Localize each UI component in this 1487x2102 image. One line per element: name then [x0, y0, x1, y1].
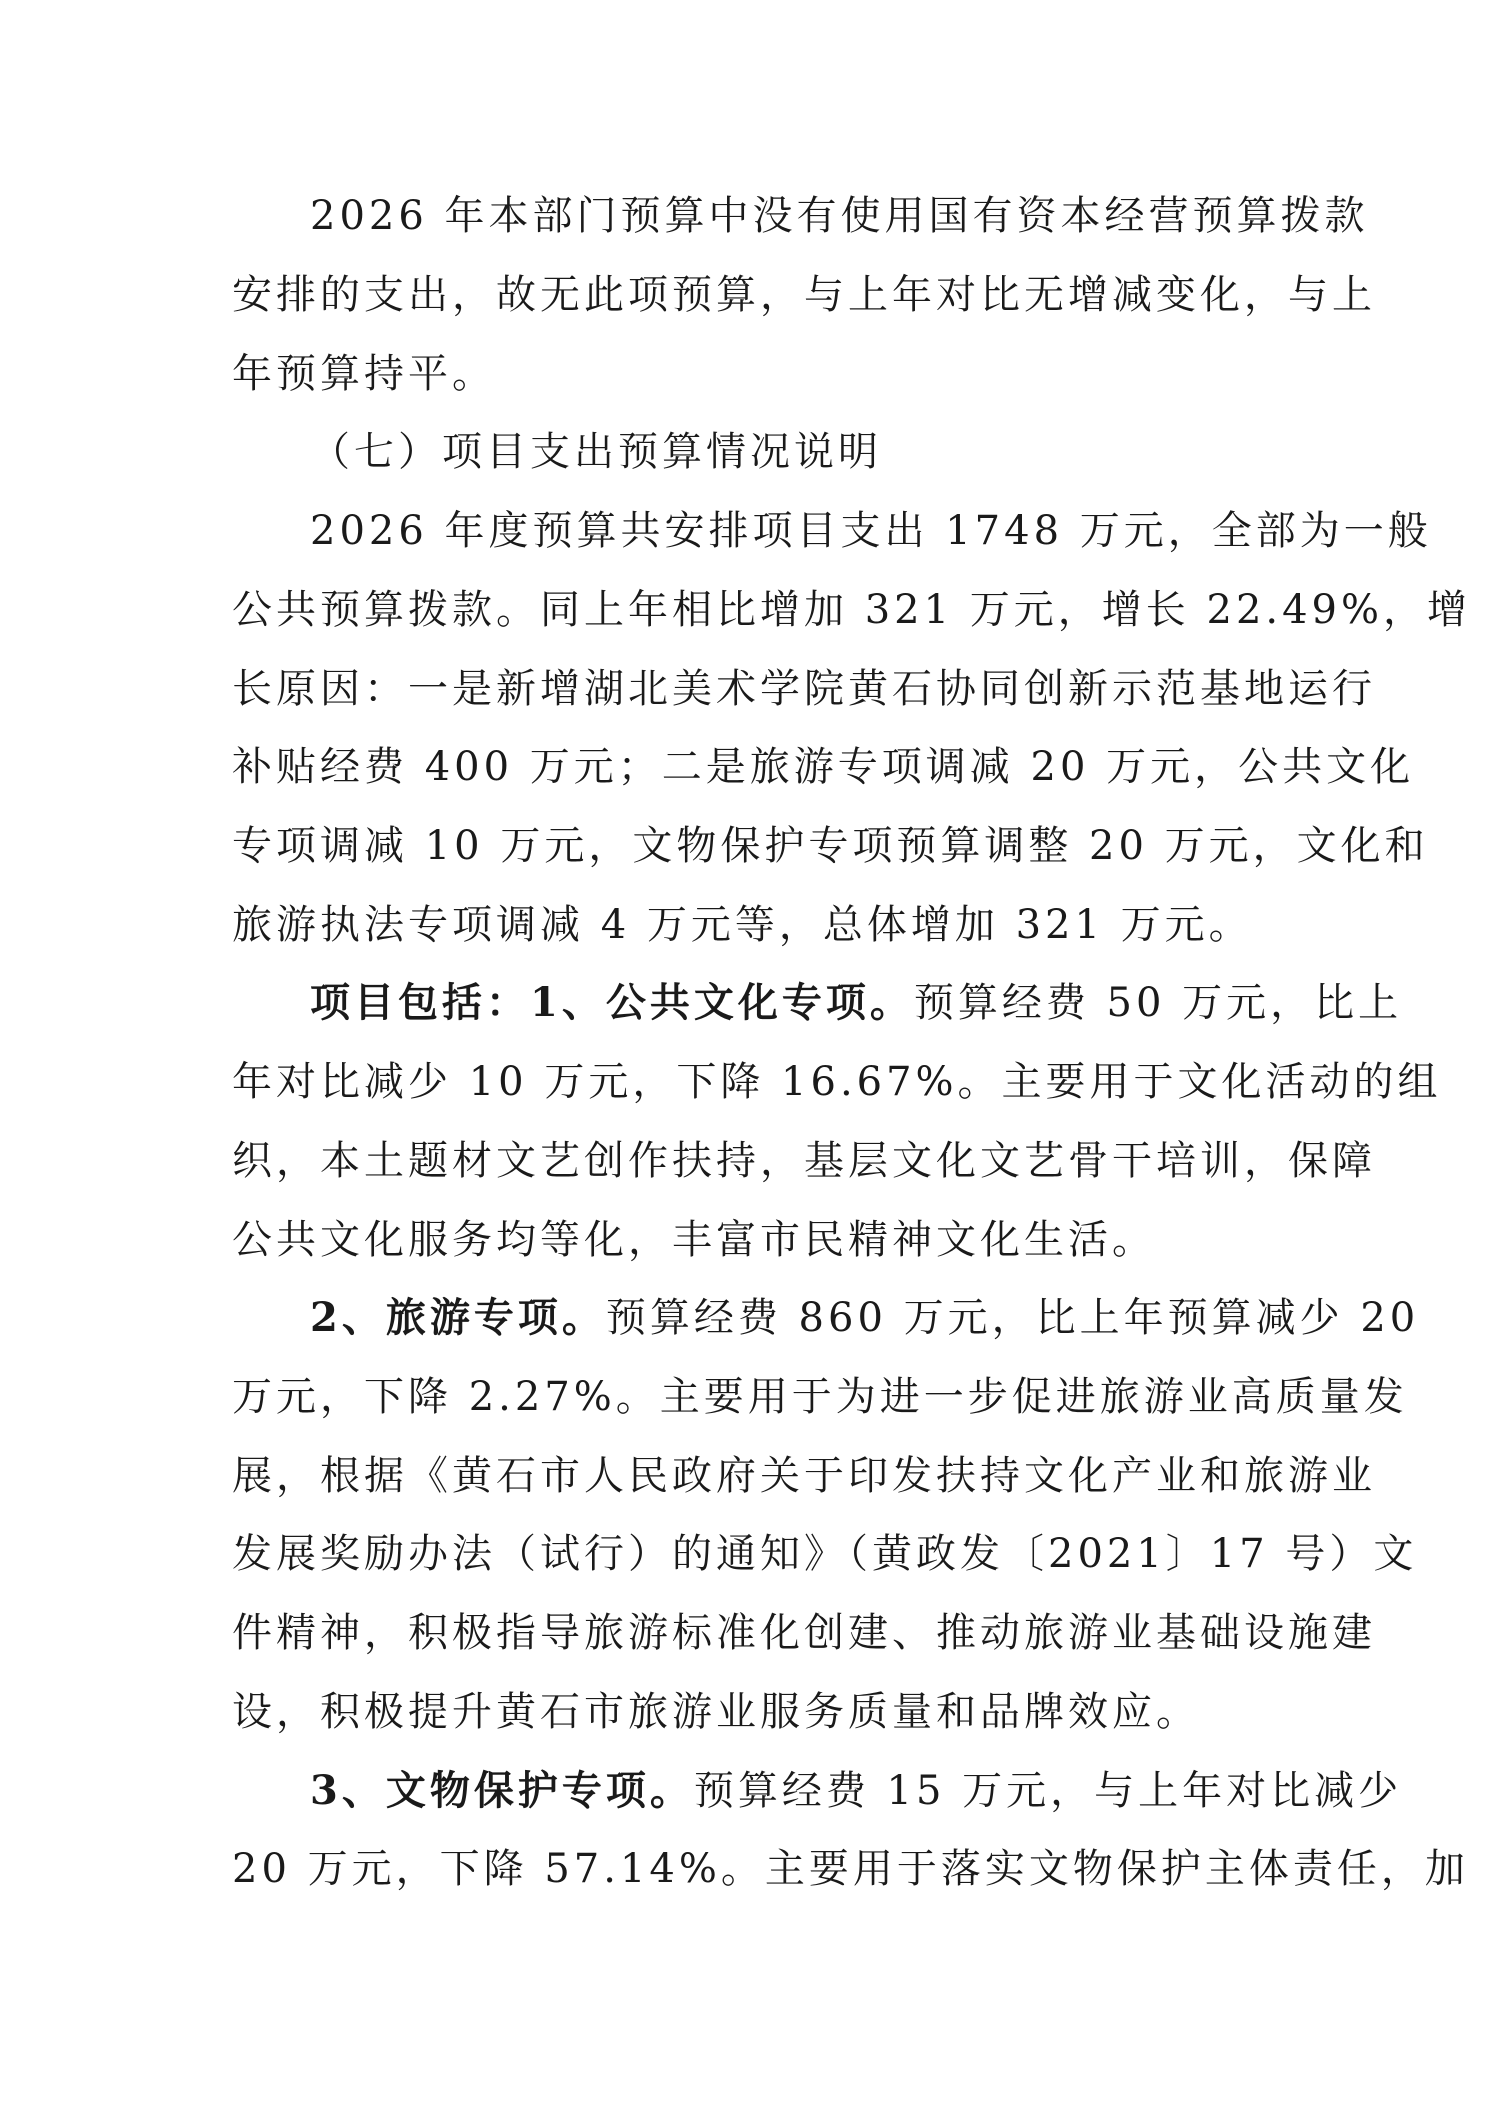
- paragraph-line: [0, 1752, 1487, 1830]
- paragraph-line: [0, 571, 1487, 649]
- line-bold-lead: 3、文物保护专项。: [310, 1767, 694, 1814]
- line-text: 旅游执法专项调减 4 万元等，总体增加 321 万元。: [232, 902, 1253, 948]
- paragraph-line: [0, 964, 1487, 1042]
- paragraph-line: [0, 807, 1487, 885]
- paragraph-line: [0, 1830, 1487, 1908]
- line-text: 专项调减 10 万元，文物保护专项预算调整 20 万元，文化和: [232, 823, 1429, 869]
- heading-text: （七）项目支出预算情况说明: [310, 429, 882, 475]
- paragraph-line: [0, 256, 1487, 334]
- line-text: 长原因：一是新增湖北美术学院黄石协同创新示范基地运行: [232, 666, 1376, 712]
- paragraph-line: [0, 1594, 1487, 1672]
- paragraph-line: [0, 1043, 1487, 1121]
- line-text: 公共文化服务均等化，丰富市民精神文化生活。: [232, 1217, 1156, 1263]
- paragraph-line: [0, 492, 1487, 570]
- line-text: 安排的支出，故无此项预算，与上年对比无增减变化，与上: [232, 272, 1376, 318]
- line-text: 20 万元，下降 57.14%。主要用于落实文物保护主体责任，加: [232, 1846, 1469, 1892]
- line-text: 展，根据《黄石市人民政府关于印发扶持文化产业和旅游业: [232, 1453, 1376, 1499]
- line-text: 预算经费 15 万元，与上年对比减少: [693, 1768, 1403, 1814]
- paragraph-line: [0, 886, 1487, 964]
- line-bold-lead: 2、旅游专项。: [310, 1294, 606, 1341]
- line-text: 发展奖励办法（试行）的通知》（黄政发〔2021〕17 号）文: [232, 1531, 1418, 1577]
- line-text: 年对比减少 10 万元，下降 16.67%。主要用于文化活动的组: [232, 1059, 1442, 1105]
- line-text: 补贴经费 400 万元；二是旅游专项调减 20 万元，公共文化: [232, 744, 1415, 790]
- line-text: 预算经费 860 万元，比上年预算减少 20: [605, 1295, 1420, 1341]
- line-text: 万元，下降 2.27%。主要用于为进一步促进旅游业高质量发: [232, 1374, 1408, 1420]
- paragraph-line: [0, 177, 1487, 255]
- line-text: 公共预算拨款。同上年相比增加 321 万元，增长 22.49%，增: [232, 587, 1472, 633]
- line-text: 年预算持平。: [232, 351, 496, 397]
- line-text: 件精神，积极指导旅游标准化创建、推动旅游业基础设施建: [232, 1610, 1376, 1656]
- paragraph-line: [0, 1279, 1487, 1357]
- line-text: 2026 年本部门预算中没有使用国有资本经营预算拨款: [310, 193, 1369, 239]
- paragraph-line: [0, 1437, 1487, 1515]
- line-text: 设，积极提升黄石市旅游业服务质量和品牌效应。: [232, 1689, 1200, 1735]
- paragraph-line: [0, 1515, 1487, 1593]
- line-text: 织，本土题材文艺创作扶持，基层文化文艺骨干培训，保障: [232, 1138, 1376, 1184]
- paragraph-line: [0, 1201, 1487, 1279]
- paragraph-line: [0, 650, 1487, 728]
- line-text: 2026 年度预算共安排项目支出 1748 万元，全部为一般: [310, 508, 1432, 554]
- paragraph-line: [0, 728, 1487, 806]
- line-text: 预算经费 50 万元，比上: [913, 980, 1403, 1026]
- line-bold-lead: 项目包括：1、公共文化专项。: [310, 979, 914, 1026]
- paragraph-line: [0, 335, 1487, 413]
- paragraph-line: [0, 1673, 1487, 1751]
- paragraph-line: [0, 1122, 1487, 1200]
- section-heading: [0, 413, 1487, 491]
- paragraph-line: [0, 1358, 1487, 1436]
